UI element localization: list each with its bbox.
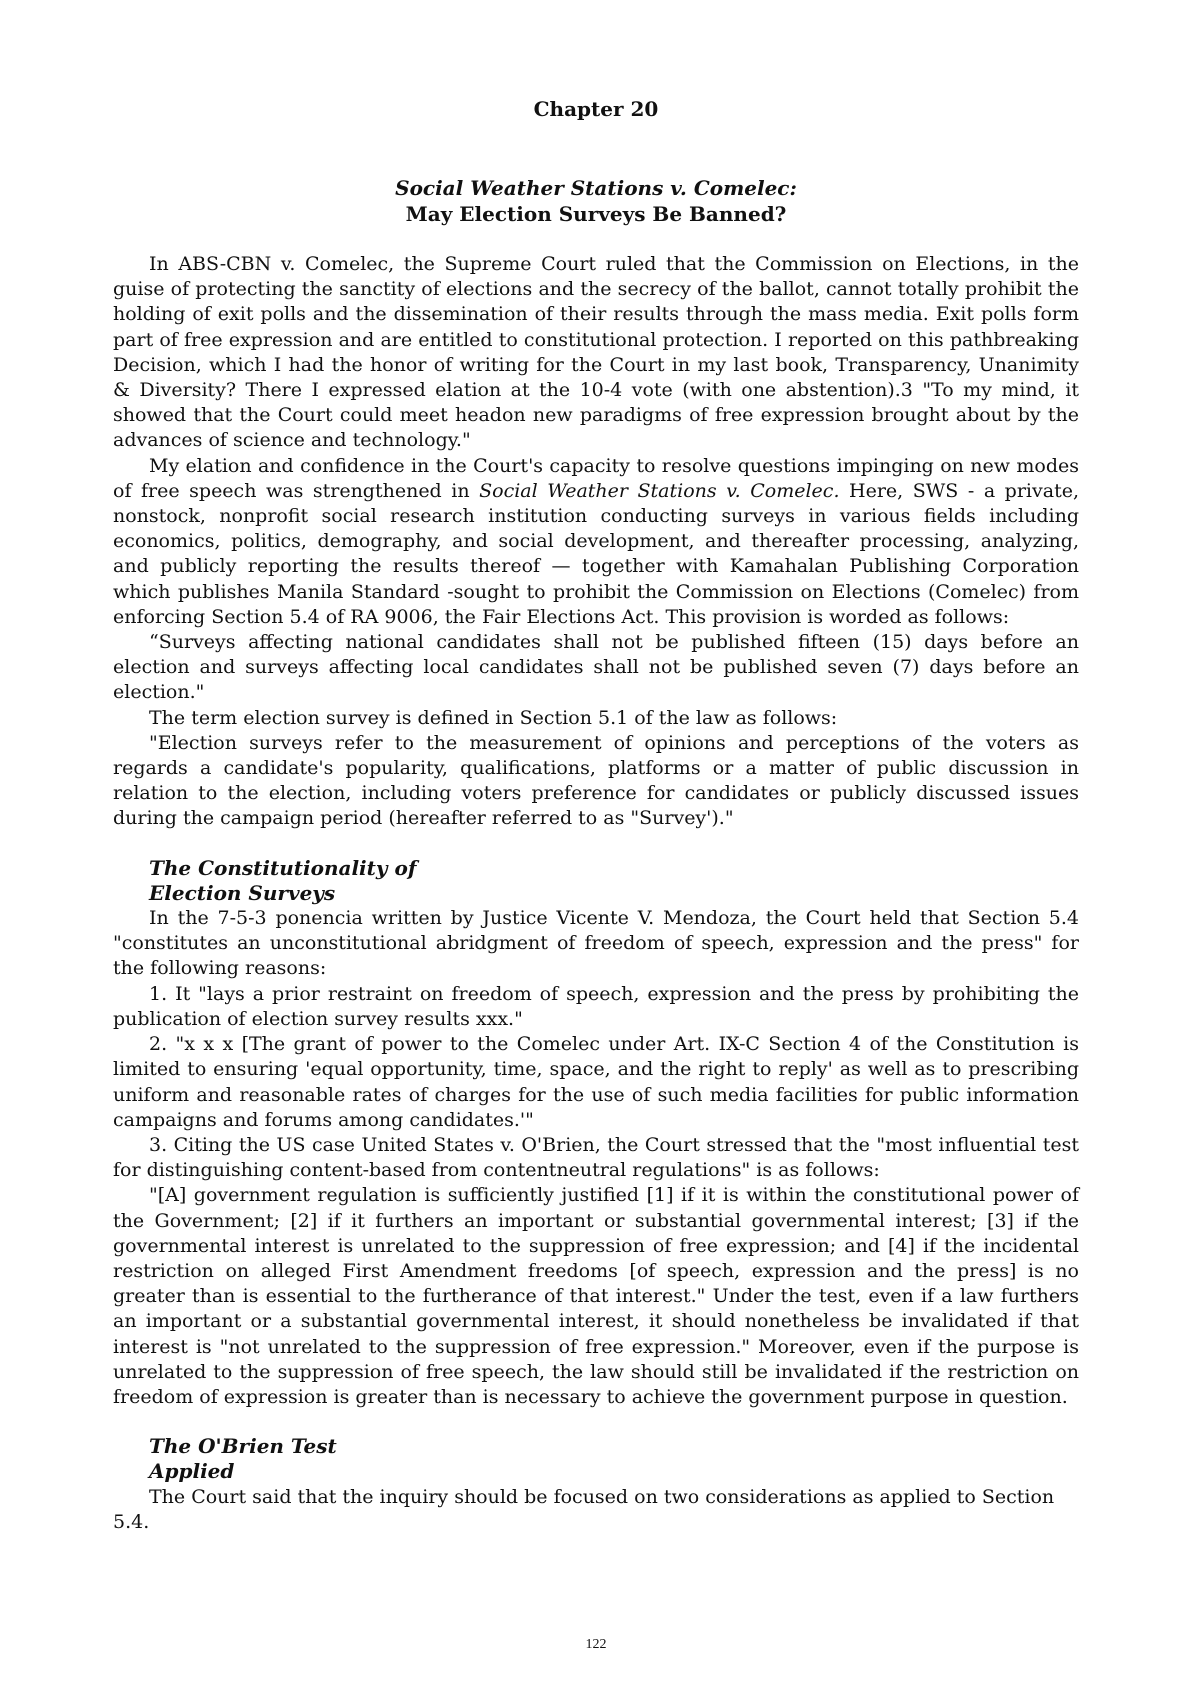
section-heading-line-2: Election Surveys bbox=[149, 880, 336, 905]
paragraph: In the 7-5-3 ponencia written by Justice Vicente V. Mendoza, the Court held that Section 5.4 "constitutes an unconstitutional abridgment of freedom of speech, expression and the press" for the following reasons: bbox=[113, 907, 1079, 980]
case-name-italic: Social Weather Stations v. Comelec. bbox=[479, 479, 840, 502]
paragraph bbox=[113, 454, 1079, 630]
list-paragraph: 3. Citing the US case United States v. O'Brien, the Court stressed that the "most influential test for distinguishing content-based from contentneutral regulations" is as follows: bbox=[113, 1133, 1079, 1182]
paragraph-text: My elation and confidence in the Court's capacity to resolve questions impinging on new modes of free speech was strengthened in bbox=[113, 454, 1079, 502]
page-number: 122 bbox=[585, 1637, 607, 1652]
quote-paragraph: "[A] government regulation is sufficiently justified [1] if it is within the constitutional power of the Government; [2] if it furthers an important or substantial governmental interest; [3] if the governmental interest is unrelated to the suppression of free expression; and [4] if the incidental restriction on alleged First Amendment freedoms [of speech, expression and the press] is no greater than is essential to the furtherance of that interest." Under the test, even if a law furthers an important or a substantial governmental interest, it should nonetheless be invalidated if that interest is "not unrelated to the suppression of free expression." Moreover, even if the purpose is unrelated to the suppression of free speech, the law should still be invalidated if the restriction on freedom of expression is greater than is necessary to achieve the government purpose in question. bbox=[113, 1184, 1079, 1408]
chapter-title-line-1: Social Weather Stations v. Comelec: bbox=[395, 176, 797, 200]
chapter-title bbox=[0, 175, 1192, 227]
section-heading-line-1: The O'Brien Test bbox=[149, 1434, 337, 1459]
list-paragraph: 1. It "lays a prior restraint on freedom of speech, expression and the press by prohibiting the publication of election survey results xxx." bbox=[113, 982, 1079, 1030]
chapter-heading: Chapter 20 bbox=[533, 97, 659, 121]
quote-paragraph: "Election surveys refer to the measurement of opinions and perceptions of the voters as regards a candidate's popularity, qualifications, platforms or a matter of public discussion in relation to the election, including voters preference for candidates or publicly discussed issues during the campaign period (hereafter referred to as "Survey')." bbox=[113, 731, 1079, 830]
section-heading-line-1: The Constitutionality of bbox=[149, 855, 417, 880]
spacer bbox=[113, 832, 1079, 856]
chapter-title-line-2: May Election Surveys Be Banned? bbox=[405, 202, 787, 226]
section-heading-line-2: Applied bbox=[149, 1459, 235, 1484]
quote-paragraph: “Surveys affecting national candidates shall not be published fifteen (15) days before an election and surveys affecting local candidates shall not be published seven (7) days before an election." bbox=[113, 631, 1079, 704]
paragraph-text: Here, SWS - a private, nonstock, nonprofit social research institution conducting surveys in various fields including economics, politics, demography, and social development, and thereafter processing, analyzing, and publicly reporting the results thereof — together with Kamahalan Publishing Corporation which publishes Manila Standard -sought to prohibit the Commission on Elections (Comelec) from enforcing Section 5.4 of RA 9006, the Fair Elections Act. This provision is worded as follows: bbox=[113, 479, 1079, 628]
section-heading bbox=[113, 856, 1079, 906]
paragraph: The Court said that the inquiry should be focused on two considerations as applied to Section 5.4. bbox=[113, 1485, 1055, 1533]
list-paragraph: 2. "x x x [The grant of power to the Comelec under Art. IX-C Section 4 of the Constitution is limited to ensuring 'equal opportunity, time, space, and the right to reply' as well as to prescribing uniform and reasonable rates of charges for the use of such media facilities for public information campaigns and forums among candidates.'" bbox=[113, 1033, 1079, 1131]
section-heading bbox=[113, 1434, 1079, 1484]
paragraph: The term election survey is defined in Section 5.1 of the law as follows: bbox=[149, 706, 838, 729]
paragraph: In ABS-CBN v. Comelec, the Supreme Court ruled that the Commission on Elections, in the guise of protecting the sanctity of elections and the secrecy of the ballot, cannot totally prohibit the holding of exit polls and the dissemination of their results through the mass media. Exit polls form part of free expression and are entitled to constitutional protection. I reported on this pathbreaking Decision, which I had the honor of writing for the Court in my last book, Transparency, Unanimity & Diversity? There I expressed elation at the 10-4 vote (with one abstention).3 "To my mind, it showed that the Court could meet headon new paradigms of free expression brought about by the advances of science and technology." bbox=[113, 253, 1079, 452]
spacer bbox=[113, 1410, 1079, 1434]
body-text bbox=[113, 252, 1079, 1535]
